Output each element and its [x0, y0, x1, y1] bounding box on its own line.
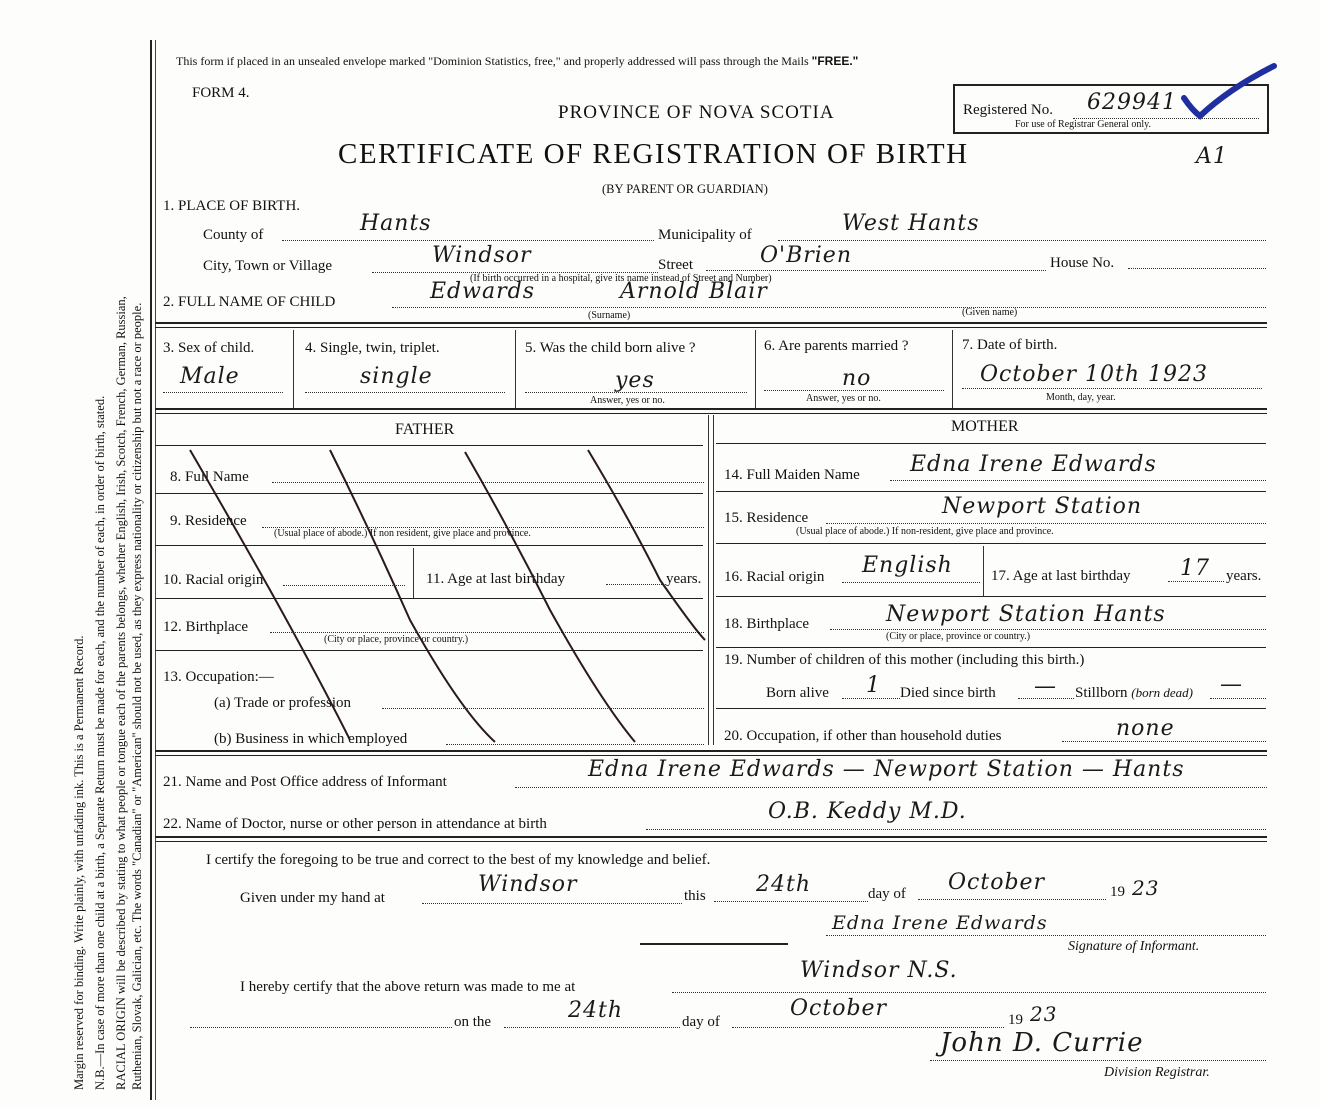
given-day: 24th	[756, 872, 812, 897]
mother-occupation-value: none	[1116, 716, 1175, 741]
married-value: no	[842, 366, 872, 391]
registrar-year: 23	[1030, 1002, 1058, 1026]
sex-label: 3. Sex of child.	[163, 340, 255, 356]
mother-age-value: 17	[1180, 556, 1210, 581]
mother-age-label: 17. Age at last birthday	[991, 568, 1131, 584]
married-caption: Answer, yes or no.	[806, 393, 881, 404]
child-given-name: Arnold Blair	[620, 279, 768, 304]
check-mark-icon	[1170, 58, 1280, 128]
father-occupation-label: 13. Occupation:—	[163, 669, 274, 685]
certify-statement: I certify the foregoing to be true and correct to the best of my knowledge and belief.	[206, 852, 711, 868]
corner-mark: A1	[1196, 144, 1228, 169]
street-value: O'Brien	[760, 243, 852, 268]
father-name-label: 8. Full Name	[170, 469, 249, 485]
children-label: 19. Number of children of this mother (including this birth.)	[724, 652, 1085, 668]
given-year-prefix: 19	[1110, 884, 1125, 900]
died-value: —	[1034, 674, 1057, 699]
mother-residence-caption: (Usual place of abode.) If non-resident, give place and province.	[796, 526, 1054, 537]
given-month: October	[948, 870, 1046, 895]
registrar-place: Windsor N.S.	[800, 958, 958, 983]
mother-birthplace-caption: (City or place, province or country.)	[886, 631, 1031, 642]
father-residence-caption: (Usual place of abode.) If non resident, give place and province.	[274, 528, 531, 539]
county-label: County of	[203, 227, 264, 243]
province-heading: PROVINCE OF NOVA SCOTIA	[558, 102, 835, 123]
married-label: 6. Are parents married ?	[764, 338, 909, 354]
given-year: 23	[1132, 876, 1160, 900]
registrar-month: October	[790, 996, 888, 1021]
certificate-subtitle: (BY PARENT OR GUARDIAN)	[602, 182, 768, 196]
mother-residence-value: Newport Station	[942, 494, 1143, 519]
mother-occupation-label: 20. Occupation, if other than household duties	[724, 728, 1002, 744]
surname-caption: (Surname)	[588, 310, 631, 321]
mother-heading: MOTHER	[951, 418, 1019, 435]
informant-value: Edna Irene Edwards — Newport Station — Hants	[588, 757, 1185, 782]
margin-note-4: Ruthenian, Slovak, Galician, etc. The words "Canadian" or "American" should not be used, as they express nationality or citizenship but not a race or people.	[130, 302, 144, 1090]
father-residence-label: 9. Residence	[170, 513, 247, 529]
margin-note-2: N.B.—In case of more than one child at a birth, a Separate Return must be made for each, and the number of each, in order of birth, stated.	[93, 395, 107, 1090]
registrar-day-of-label: day of	[682, 1014, 720, 1030]
father-heading: FATHER	[395, 421, 455, 438]
father-years: years.	[666, 571, 702, 587]
on-the-label: on the	[454, 1014, 492, 1030]
alive-caption: Answer, yes or no.	[590, 395, 665, 406]
date-of-birth-label: 7. Date of birth.	[962, 337, 1058, 353]
registrar-caption: Division Registrar.	[1104, 1065, 1210, 1080]
given-under-label: Given under my hand at	[240, 890, 385, 906]
margin-note-3: RACIAL ORIGIN will be described by stating to what people or tongue each of the parents belongs, whether English, Irish, Scotch, French, German, Russian,	[114, 296, 128, 1090]
mother-years: years.	[1226, 568, 1262, 584]
stillborn-value: —	[1220, 672, 1243, 697]
registered-label: Registered No.	[963, 102, 1053, 118]
given-caption: (Given name)	[962, 307, 1018, 318]
registrar-statement: I hereby certify that the above return was made to me at	[240, 979, 576, 995]
full-name-label: 2. FULL NAME OF CHILD	[163, 294, 336, 310]
municipality-label: Municipality of	[658, 227, 752, 243]
plurality-label: 4. Single, twin, triplet.	[305, 340, 440, 356]
registrar-year-prefix: 19	[1008, 1012, 1023, 1028]
mother-racial-label: 16. Racial origin	[724, 569, 825, 585]
sex-value: Male	[180, 364, 240, 389]
margin-note-1: Margin reserved for binding. Write plainly, with unfading ink. This is a Permanent Record.	[72, 635, 86, 1090]
died-label: Died since birth	[900, 685, 996, 701]
alive-label: 5. Was the child born alive ?	[525, 340, 696, 356]
informant-signature: Edna Irene Edwards	[832, 912, 1048, 934]
given-place: Windsor	[478, 872, 578, 897]
father-birthplace-caption: (City or place, province or country.)	[324, 634, 469, 645]
born-alive-label: Born alive	[766, 685, 829, 701]
mother-name-label: 14. Full Maiden Name	[724, 467, 860, 483]
child-surname: Edwards	[430, 279, 535, 304]
father-trade-label: (a) Trade or profession	[214, 695, 352, 711]
informant-label: 21. Name and Post Office address of Informant	[163, 774, 447, 790]
house-label: House No.	[1050, 255, 1115, 271]
father-strike-lines	[150, 440, 720, 760]
stillborn-label: Stillborn (born dead)	[1075, 685, 1194, 701]
certificate-title: CERTIFICATE OF REGISTRATION OF BIRTH	[338, 138, 969, 170]
plurality-value: single	[360, 364, 433, 389]
registrar-note: For use of Registrar General only.	[1015, 119, 1151, 130]
doctor-label: 22. Name of Doctor, nurse or other person in attendance at birth	[163, 816, 547, 832]
form-number: FORM 4.	[192, 85, 250, 101]
mother-birthplace-label: 18. Birthplace	[724, 616, 809, 632]
born-alive-value: 1	[866, 673, 881, 698]
doctor-value: O.B. Keddy M.D.	[768, 799, 967, 824]
county-value: Hants	[360, 211, 432, 236]
mother-racial-value: English	[862, 553, 953, 578]
place-of-birth-label: 1. PLACE OF BIRTH.	[163, 198, 301, 214]
registrar-signature: John D. Currie	[940, 1028, 1144, 1058]
father-business-label: (b) Business in which employed	[214, 731, 408, 747]
mail-note: This form if placed in an unsealed envelope marked "Dominion Statistics, free," and properly addressed will pass through the Mails "FREE."	[176, 54, 859, 68]
day-of-label: day of	[868, 886, 906, 902]
date-caption: Month, day, year.	[1046, 392, 1116, 403]
registered-number: 629941	[1087, 90, 1177, 115]
street-label: Street	[658, 257, 693, 273]
mother-name-value: Edna Irene Edwards	[910, 452, 1157, 477]
father-birthplace-label: 12. Birthplace	[163, 619, 248, 635]
city-value: Windsor	[432, 243, 532, 268]
father-age-label: 11. Age at last birthday	[426, 571, 565, 587]
mother-residence-label: 15. Residence	[724, 510, 809, 526]
hospital-note: (If birth occurred in a hospital, give its name instead of Street and Number)	[470, 273, 772, 284]
informant-signature-caption: Signature of Informant.	[1068, 939, 1200, 954]
city-label: City, Town or Village	[203, 258, 333, 274]
father-racial-label: 10. Racial origin	[163, 572, 264, 588]
registrar-day: 24th	[568, 998, 624, 1023]
municipality-value: West Hants	[842, 211, 980, 236]
date-of-birth-value: October 10th 1923	[980, 362, 1209, 387]
alive-value: yes	[615, 368, 655, 393]
mother-birthplace-value: Newport Station Hants	[886, 602, 1166, 627]
this-label: this	[684, 888, 706, 904]
